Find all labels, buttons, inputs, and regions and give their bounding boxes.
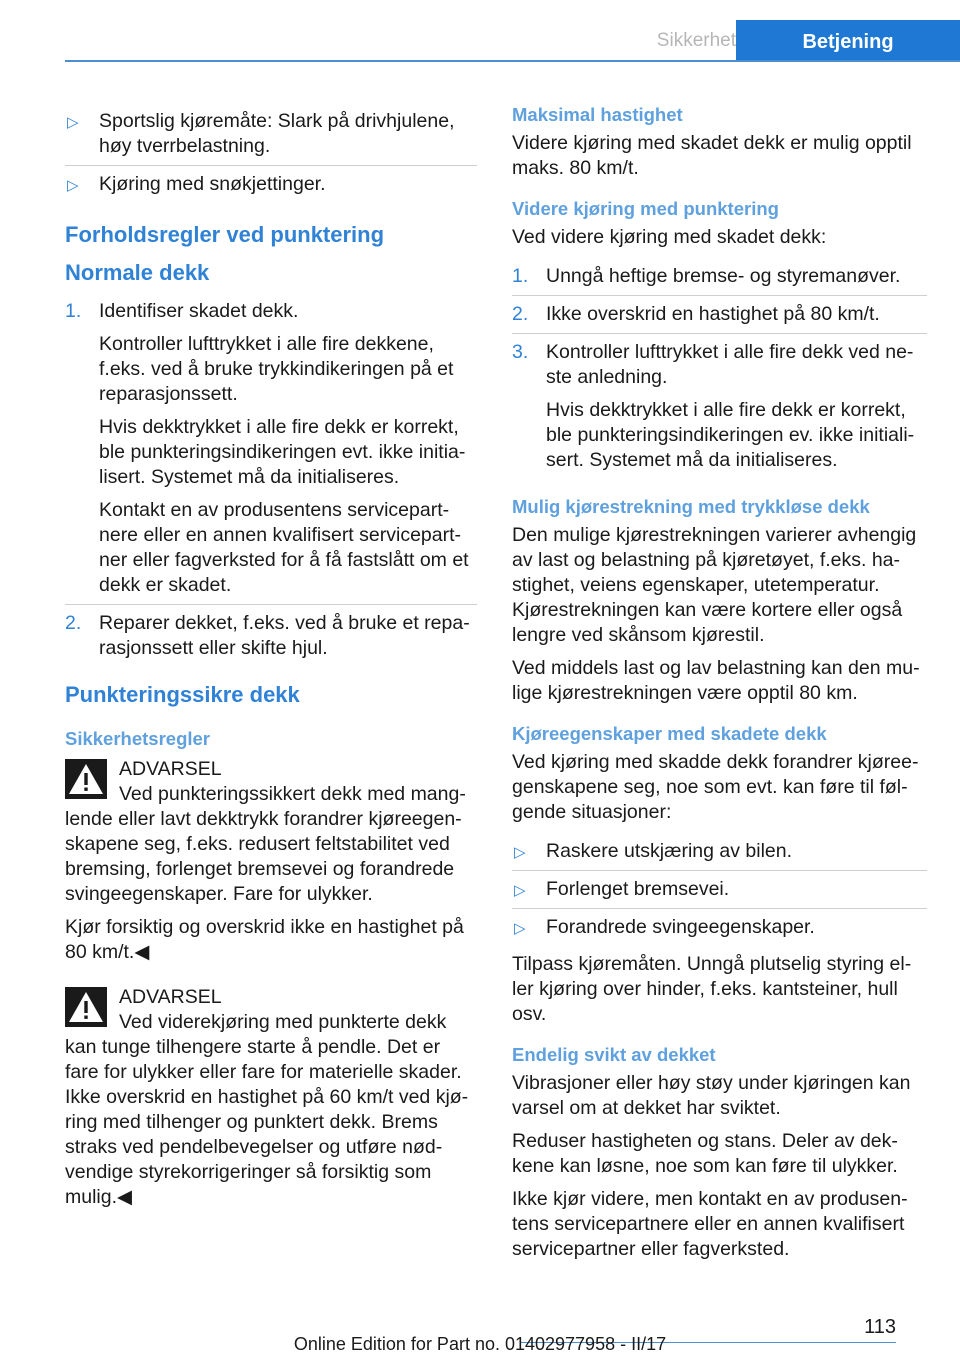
warning-label: ADVARSEL [119,758,222,780]
step-text: Kontakt en av produsentens servicepart‐nere eller en annen kvalifisert servicepart‐ner eller fagverksted for å få fastslått om et dekk er skadet. [99,499,469,596]
step-number: 1. [512,265,529,287]
bullet-list [512,833,927,946]
sub-subsection-heading: Sikkerhetsregler [65,728,211,749]
warning-block [65,985,477,1210]
list-item: ▷ Kjøring med snøkjettinger. [65,166,477,203]
footer-edition: Online Edition for Part no. 01402977958 - II/17 [293,1334,667,1354]
list-item: ▷ Forlenget bremsevei. [512,871,927,909]
sub-subsection-heading: Endelig svikt av dekket [512,1044,716,1065]
step-number: 2. [65,612,82,634]
step-text: Identifiser skadet dekk. [99,300,299,322]
step-item [65,605,477,667]
paragraph: Ved kjøring med skadde dekk forandrer kjøree‐genskapene seg, noe som evt. kan føre til føl‐gende situasjoner: [512,751,919,823]
sub-subsection-heading: Mulig kjørestrekning med trykkløse dekk [512,496,870,517]
step-item [512,334,927,479]
step-item [65,293,477,605]
step-text: Hvis dekktrykket i alle fire dekk er korrekt, ble punkteringsindikeringen ev. ikke initiali‐sert. Systemet må da initialiseres. [546,399,915,471]
step-number: 3. [512,341,529,363]
left-column [65,103,477,1218]
header-rule [65,60,960,62]
subsection-heading: Normale dekk [65,260,210,285]
warning-block [65,757,477,907]
warning-text: Ved viderekjøring med punkterte dekk kan tunge tilhengere starte å pendle. Det er fare for ulykker eller fare for materielle skader. Ikke overskrid en hastighet på 60 km/t ved kjø‐ring med tilhenger og punktert dekk. Brems straks ved pendelbevegelser og utføre nød‐vendige styrekorrigeringer så forsiktig som mulig.◀ [65,1011,469,1208]
list-item: ▷ Sportslig kjøremåte: Slark på drivhjulene, høy tverrbelastning. [65,103,477,166]
step-item [512,258,927,296]
step-text: Kontroller lufttrykket i alle fire dekkene, f.eks. ved å bruke trykkindikeringen på et reparasjonssett. [99,333,454,405]
list-item: ▷ Forandrede svingeegenskaper. [512,909,927,946]
paragraph: Ikke kjør videre, men kontakt en av produsen‐tens servicepartnere eller en annen kvalifisert servicepartner eller fagverksted. [512,1188,908,1260]
step-text: Kontroller lufttrykket i alle fire dekk ved ne‐ste anledning. [546,341,914,388]
step-number: 1. [65,300,82,322]
paragraph: Ved middels last og lav belastning kan den mu‐lige kjørestrekningen være opptil 80 km. [512,657,920,704]
sub-subsection-heading: Kjøreegenskaper med skadete dekk [512,723,827,744]
paragraph: Reduser hastigheten og stans. Deler av dek‐kene kan løsne, noe som kan føre til ulykker. [512,1130,898,1177]
step-text: Reparer dekket, f.eks. ved å bruke et repa‐rasjonssett eller skifte hjul. [99,612,470,659]
tab-betjening[interactable]: Betjening [736,20,960,62]
paragraph: Kjør forsiktig og overskrid ikke en hastighet på 80 km/t.◀ [65,916,464,963]
triangle-bullet-icon: ▷ [514,920,526,937]
section-heading: Forholdsregler ved punktering [65,222,385,247]
paragraph: Tilpass kjøremåten. Unngå plutselig styring el‐ler kjøring over hinder, f.eks. kantsteiner, hull osv. [512,953,912,1025]
triangle-bullet-icon: ▷ [67,177,79,194]
paragraph: Vibrasjoner eller høy støy under kjøringen kan varsel om at dekket har sviktet. [512,1072,911,1119]
header-bar [65,20,960,62]
page-number: 113 [864,1316,896,1338]
paragraph: Den mulige kjørestrekningen varierer avhengig av last og belastning på kjøretøyet, f.eks. ha‐stighet, veiens egenskaper, utetemperatur. Kjørestrekningen kan være kortere eller også lengre ved skånsom kjørestil. [512,524,917,646]
warning-triangle-icon [65,759,107,799]
right-column [512,103,927,1270]
paragraph: Videre kjøring med skadet dekk er mulig opptil maks. 80 km/t. [512,132,912,179]
step-text: Ikke overskrid en hastighet på 80 km/t. [546,303,880,325]
sub-subsection-heading: Maksimal hastighet [512,104,683,125]
sub-subsection-heading: Videre kjøring med punktering [512,198,779,219]
top-bullet-list [65,103,477,203]
warning-text: Ved punkteringssikkert dekk med mang‐lende eller lavt dekktrykk forandrer kjøreegen‐skapene seg, f.eks. redusert feltstabilitet ved bremsing, forlenget bremsevei og forandrede svingeegenskaper. Fare for ulykker. [65,783,466,905]
triangle-bullet-icon: ▷ [514,882,526,899]
step-list [65,293,477,667]
triangle-bullet-icon: ▷ [67,114,79,131]
warning-triangle-icon [65,987,107,1027]
list-item: ▷ Raskere utskjæring av bilen. [512,833,927,871]
paragraph: Ved videre kjøring med skadet dekk: [512,226,827,248]
step-item [512,296,927,334]
step-text: Unngå heftige bremse- og styremanøver. [546,265,901,287]
triangle-bullet-icon: ▷ [514,844,526,861]
step-text: Hvis dekktrykket i alle fire dekk er korrekt, ble punkteringsindikeringen evt. ikke initia‐lisert. Systemet må da initialiseres. [99,416,466,488]
step-number: 2. [512,303,529,325]
subsection-heading: Punkteringssikre dekk [65,682,300,707]
warning-label: ADVARSEL [119,986,222,1008]
tab-sikkerhet[interactable]: Sikkerhet [656,30,736,51]
step-list [512,258,927,479]
